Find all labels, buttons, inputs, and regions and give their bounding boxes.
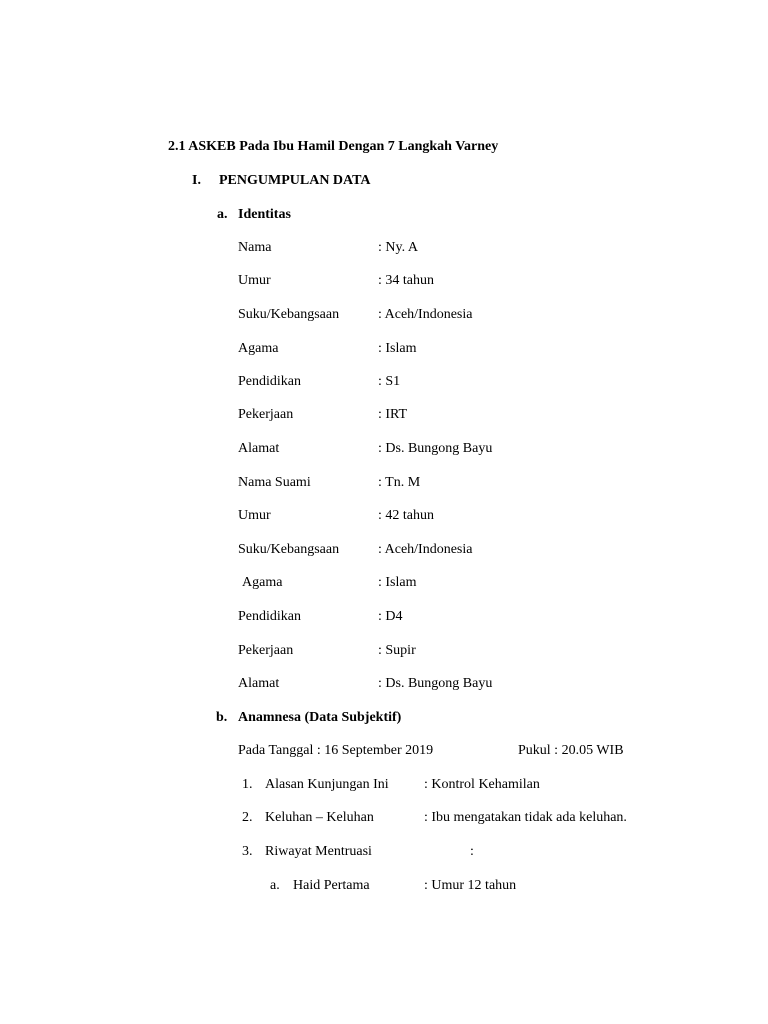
anamnesa-value: : Ibu mengatakan tidak ada keluhan.: [424, 810, 627, 825]
anamnesa-number: 2.: [242, 810, 253, 825]
section-a-letter: a.: [217, 207, 228, 222]
identitas-label: Umur: [238, 273, 271, 288]
anamnesa-label: Riwayat Mentruasi: [265, 844, 372, 859]
identitas-value: : S1: [378, 374, 401, 389]
identitas-label: Pendidikan: [238, 374, 301, 389]
document-title: 2.1 ASKEB Pada Ibu Hamil Dengan 7 Langkah Varney: [168, 139, 499, 154]
tanggal-text: Pada Tanggal : 16 September 2019: [238, 743, 434, 758]
anamnesa-number: 3.: [242, 844, 253, 859]
section-i-heading: PENGUMPULAN DATA: [219, 173, 371, 188]
identitas-label: Pekerjaan: [238, 643, 294, 658]
section-i-number: I.: [192, 173, 201, 188]
anamnesa-label: Alasan Kunjungan Ini: [265, 777, 389, 792]
anamnesa-number: 1.: [242, 777, 253, 792]
identitas-label: Pendidikan: [238, 609, 301, 624]
identitas-value: : Islam: [378, 341, 417, 356]
anamnesa-label: Keluhan – Keluhan: [265, 810, 374, 825]
identitas-value: : 34 tahun: [378, 273, 434, 288]
identitas-value: : D4: [378, 609, 403, 624]
identitas-label: Agama: [238, 341, 279, 356]
identitas-label: Suku/Kebangsaan: [238, 307, 340, 322]
identitas-value: : Islam: [378, 575, 417, 590]
identitas-label: Nama Suami: [238, 475, 311, 490]
haid-label: Haid Pertama: [293, 878, 370, 893]
identitas-value: : Aceh/Indonesia: [378, 307, 473, 322]
identitas-label: Nama: [238, 240, 272, 255]
identitas-value: : IRT: [378, 407, 408, 422]
anamnesa-value: : Kontrol Kehamilan: [424, 777, 540, 792]
anamnesa-value: :: [470, 844, 474, 859]
identitas-label: Pekerjaan: [238, 407, 294, 422]
identitas-value: : Ds. Bungong Bayu: [378, 676, 493, 691]
identitas-label: Umur: [238, 508, 271, 523]
identitas-label: Alamat: [238, 676, 280, 691]
identitas-value: : Supir: [378, 643, 416, 658]
identitas-value: : Tn. M: [378, 475, 421, 490]
identitas-value: : 42 tahun: [378, 508, 434, 523]
identitas-label: Suku/Kebangsaan: [238, 542, 340, 557]
identitas-label: Agama: [242, 575, 283, 590]
haid-value: : Umur 12 tahun: [424, 878, 517, 893]
identitas-label: Alamat: [238, 441, 280, 456]
pukul-text: Pukul : 20.05 WIB: [518, 743, 624, 758]
section-b-heading: Anamnesa (Data Subjektif): [238, 710, 402, 725]
identitas-value: : Ds. Bungong Bayu: [378, 441, 493, 456]
haid-letter: a.: [270, 878, 280, 893]
identitas-value: : Ny. A: [378, 240, 418, 255]
section-b-letter: b.: [216, 710, 228, 725]
section-a-heading: Identitas: [238, 207, 291, 222]
identitas-value: : Aceh/Indonesia: [378, 542, 473, 557]
